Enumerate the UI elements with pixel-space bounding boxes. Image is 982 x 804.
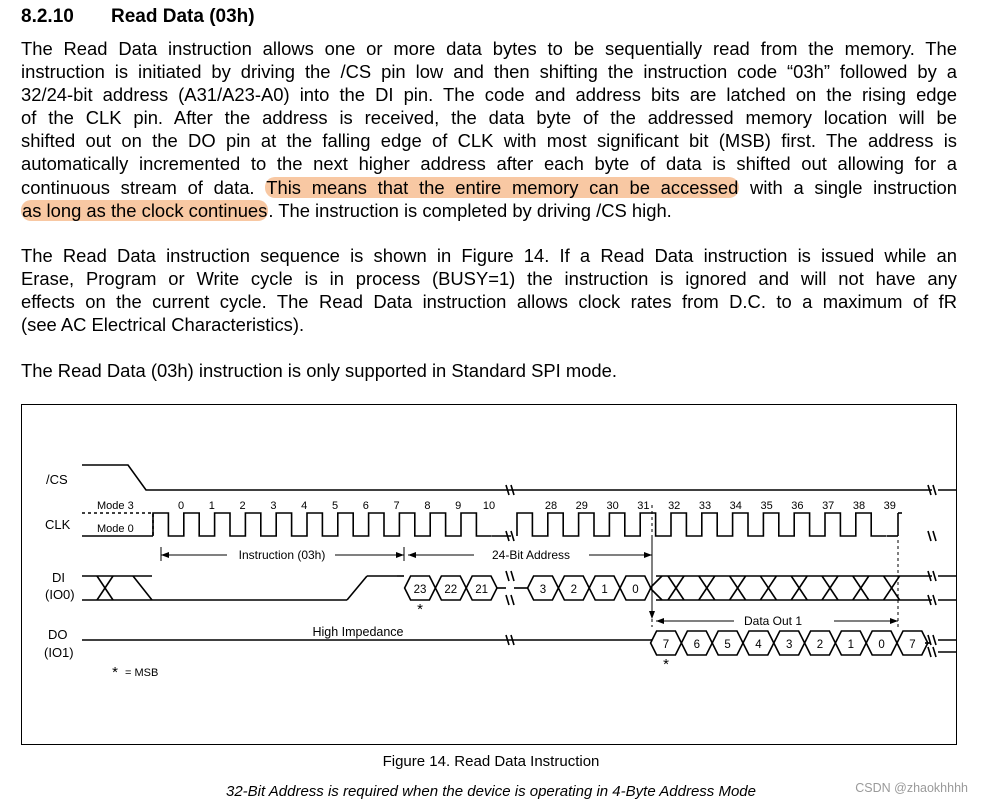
di-bit: 23 (413, 584, 427, 596)
msb-star-do: * (663, 656, 669, 673)
clock-number: 2 (239, 500, 246, 512)
arrowhead (644, 552, 652, 558)
clock-number: 32 (668, 500, 681, 512)
address-label: 24-Bit Address (491, 548, 571, 562)
paragraph-line: The Read Data instruction sequence is shown in Figure 14. If a Read Data instruction is issued while an (21, 245, 957, 266)
do-bit: 1 (847, 639, 855, 651)
highlighted-text: as long as the clock continues (22, 199, 268, 221)
break-mark (933, 571, 936, 581)
clock-number: 35 (760, 500, 773, 512)
do-bit: 5 (724, 639, 731, 651)
clock-number: 10 (482, 500, 496, 512)
section-title: Read Data (03h) (111, 6, 255, 27)
figure-caption: Figure 14. Read Data Instruction (382, 753, 600, 770)
paragraph-line: The Read Data instruction allows one or more data bytes to be sequentially read from the memory. The (21, 38, 957, 59)
paragraph-line (21, 176, 957, 199)
timing-diagram-frame (21, 404, 957, 745)
clock-waveform (517, 513, 887, 536)
clock-number: 1 (208, 500, 215, 512)
paragraph-line: The Read Data (03h) instruction is only supported in Standard SPI mode. (21, 360, 617, 381)
arrowhead (890, 618, 898, 624)
clock-number: 37 (822, 500, 835, 512)
di-bit: 3 (539, 584, 547, 596)
paragraph-spi-mode (21, 359, 957, 382)
do-bit: 0 (878, 639, 885, 651)
mode3-label: Mode 3 (97, 500, 134, 512)
msb-star-di: * (417, 601, 423, 618)
arrowhead (161, 552, 169, 558)
break-mark (506, 571, 509, 581)
figure-note: 32-Bit Address is required when the device is operating in 4-Byte Address Mode (225, 783, 756, 800)
do-bit: 3 (785, 639, 793, 651)
msb-legend-star: * (112, 664, 118, 681)
signal-label-clk: CLK (45, 517, 71, 532)
di-bit: 0 (632, 584, 639, 596)
break-mark (933, 595, 936, 605)
section-heading (21, 6, 255, 28)
clock-number: 34 (729, 500, 742, 512)
break-mark (511, 571, 514, 581)
paragraph-read-data-description (21, 37, 957, 222)
mode0-label: Mode 0 (97, 523, 134, 535)
paragraph-line (21, 199, 957, 222)
section-number: 8.2.10 (21, 6, 74, 27)
clock-number: 8 (424, 500, 431, 512)
arrowhead (656, 618, 664, 624)
watermark: CSDN @zhaokhhhh (855, 781, 968, 795)
paragraph-sequence (21, 244, 957, 336)
break-mark (933, 635, 936, 645)
signal-label-di: DI (52, 570, 65, 585)
do-bit: 4 (755, 639, 762, 651)
paragraph-line: 32/24-bit address (A31/A23-A0) into the DI pin. The code and address bits are latched on the rising edge (21, 84, 957, 106)
break-mark (933, 647, 936, 657)
signal-label-do: DO (48, 627, 68, 642)
paragraph-line: of the CLK pin. After the address is received, the data byte of the addressed memory location will be (21, 107, 957, 129)
text-run: continuous stream of data. (21, 176, 266, 198)
clock-number: 38 (852, 500, 866, 512)
break-mark (933, 485, 936, 495)
clock-number: 3 (270, 500, 277, 512)
msb-legend-text: = MSB (125, 667, 159, 679)
paragraph-line: automatically incremented to the next higher address after each byte of data is shifted out allowing for a (21, 153, 957, 175)
paragraph-line: instruction is initiated by driving the /CS pin low and then shifting the instruction code “03h” followed by a (21, 61, 957, 83)
clock-number: 4 (301, 500, 308, 512)
clock-number: 28 (544, 500, 558, 512)
timing-diagram (22, 405, 956, 744)
paragraph-line: Erase, Program or Write cycle is in process (BUSY=1) the instruction is ignored and will not have any (21, 268, 957, 290)
clock-number: 33 (698, 500, 712, 512)
di-bit: 1 (601, 584, 608, 596)
paragraph-line: effects on the current cycle. The Read Data instruction allows clock rates from D.C. to a maximum of fR (21, 291, 957, 313)
clock-number: 29 (575, 500, 588, 512)
text-run: with a single instruction (739, 176, 957, 198)
di-bit: 22 (444, 584, 458, 596)
break-mark (928, 531, 931, 541)
do-bit: 7 (909, 639, 916, 651)
clock-number: 30 (606, 500, 619, 512)
paragraph-line: (see AC Electrical Characteristics). (21, 314, 305, 336)
di-bit: 2 (570, 584, 578, 596)
instruction-label: Instruction (03h) (238, 548, 326, 562)
break-mark (506, 595, 509, 605)
clock-number: 9 (455, 500, 462, 512)
signal-label-io1: (IO1) (44, 645, 74, 660)
clock-number: 7 (393, 500, 400, 512)
clock-waveform (153, 513, 492, 536)
do-bit: 6 (693, 639, 701, 651)
break-mark (511, 595, 514, 605)
signal-label-cs: /CS (46, 472, 68, 487)
data-out-label: Data Out 1 (743, 614, 803, 628)
paragraph-line: shifted out on the DO pin at the falling edge of CLK with most significant bit (MSB) first. The address is (21, 130, 957, 152)
arrowhead (396, 552, 404, 558)
clock-number: 5 (331, 500, 339, 512)
break-mark (511, 531, 514, 541)
arrowhead (408, 552, 416, 558)
clock-number: 39 (883, 500, 896, 512)
clock-number: 0 (177, 500, 185, 512)
clock-number: 31 (637, 500, 650, 512)
clock-number: 6 (362, 500, 369, 512)
clock-number: 36 (791, 500, 804, 512)
text-run: . The instruction is completed by driving /CS high. (268, 199, 672, 221)
highlighted-text: This means that the entire memory can be accessed (266, 176, 739, 198)
signal-label-io0: (IO0) (45, 587, 75, 602)
high-impedance-label: High Impedance (312, 625, 404, 639)
do-bit: 2 (816, 639, 824, 651)
break-mark (933, 531, 936, 541)
di-bit: 21 (475, 584, 488, 596)
arrowhead (649, 611, 655, 619)
do-bit: 7 (662, 639, 670, 651)
break-mark (928, 647, 931, 657)
